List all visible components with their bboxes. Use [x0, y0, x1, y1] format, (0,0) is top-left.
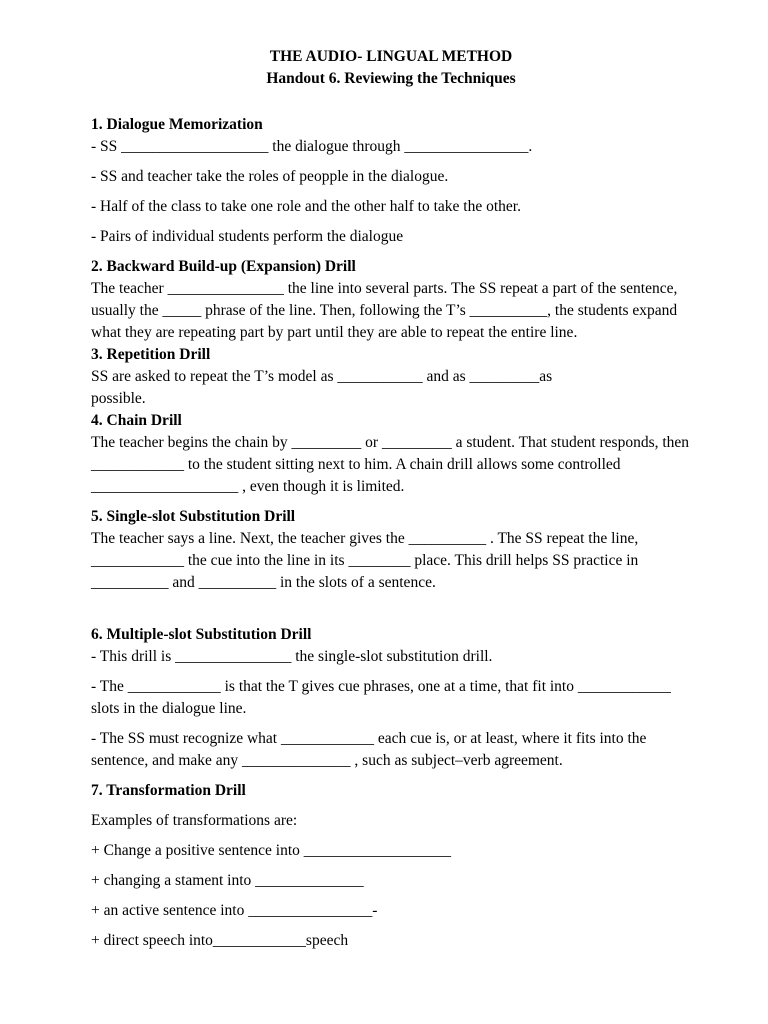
section-heading-chain-drill: 4. Chain Drill	[91, 412, 182, 429]
document-subtitle: Handout 6. Reviewing the Techniques	[266, 70, 516, 87]
section-heading-transformation-drill: 7. Transformation Drill	[91, 782, 246, 799]
section-7-line-4: + an active sentence into ________________-	[91, 902, 378, 919]
section-6-line-1: - This drill is _______________ the single-slot substitution drill.	[91, 648, 493, 665]
section-7-line-5: + direct speech into____________speech	[91, 932, 349, 949]
section-5-paragraph: The teacher says a line. Next, the teacher gives the __________ . The SS repeat the line, ____________ the cue into the line in its ________ place. This drill helps SS practice in __________ and __________ in the slots of a sentence.	[91, 530, 639, 591]
section-7-line-3: + changing a stament into ______________	[91, 872, 364, 889]
section-4-paragraph: The teacher begins the chain by _________ or _________ a student. That student responds, then ____________ to the student sitting next to him. A chain drill allows some controlled ___________________ , even though it is limited.	[91, 434, 690, 495]
section-1-line-2: - SS and teacher take the roles of peopple in the dialogue.	[91, 168, 449, 185]
handout-page	[91, 46, 691, 952]
section-1-line-3: - Half of the class to take one role and the other half to take the other.	[91, 198, 521, 215]
document-title: THE AUDIO- LINGUAL METHOD	[269, 48, 513, 65]
section-1-line-1: - SS ___________________ the dialogue through ________________.	[91, 138, 533, 155]
section-heading-multiple-slot-substitution: 6. Multiple-slot Substitution Drill	[91, 626, 312, 643]
section-6-line-2: - The ____________ is that the T gives cue phrases, one at a time, that fit into ____________ slots in the dialogue line.	[91, 678, 671, 717]
section-heading-backward-build-up: 2. Backward Build-up (Expansion) Drill	[91, 258, 356, 275]
section-6-line-3: - The SS must recognize what ____________ each cue is, or at least, where it fits into the sentence, and make any ______________ , such as subject–verb agreement.	[91, 730, 647, 769]
section-2-paragraph: The teacher _______________ the line into several parts. The SS repeat a part of the sentence, usually the _____ phrase of the line. Then, following the T’s __________, the students expand what they are repeating part by part until they are able to repeat the entire line.	[91, 280, 678, 341]
section-7-line-2: + Change a positive sentence into ___________________	[91, 842, 452, 859]
section-heading-repetition-drill: 3. Repetition Drill	[91, 346, 211, 363]
section-heading-single-slot-substitution: 5. Single-slot Substitution Drill	[91, 508, 296, 525]
section-heading-dialogue-memorization: 1. Dialogue Memorization	[91, 116, 263, 133]
section-1-line-4: - Pairs of individual students perform the dialogue	[91, 228, 404, 245]
header	[91, 46, 691, 90]
section-7-line-1: Examples of transformations are:	[91, 812, 298, 829]
section-3-paragraph: SS are asked to repeat the T’s model as ___________ and as _________as possible.	[91, 368, 553, 407]
